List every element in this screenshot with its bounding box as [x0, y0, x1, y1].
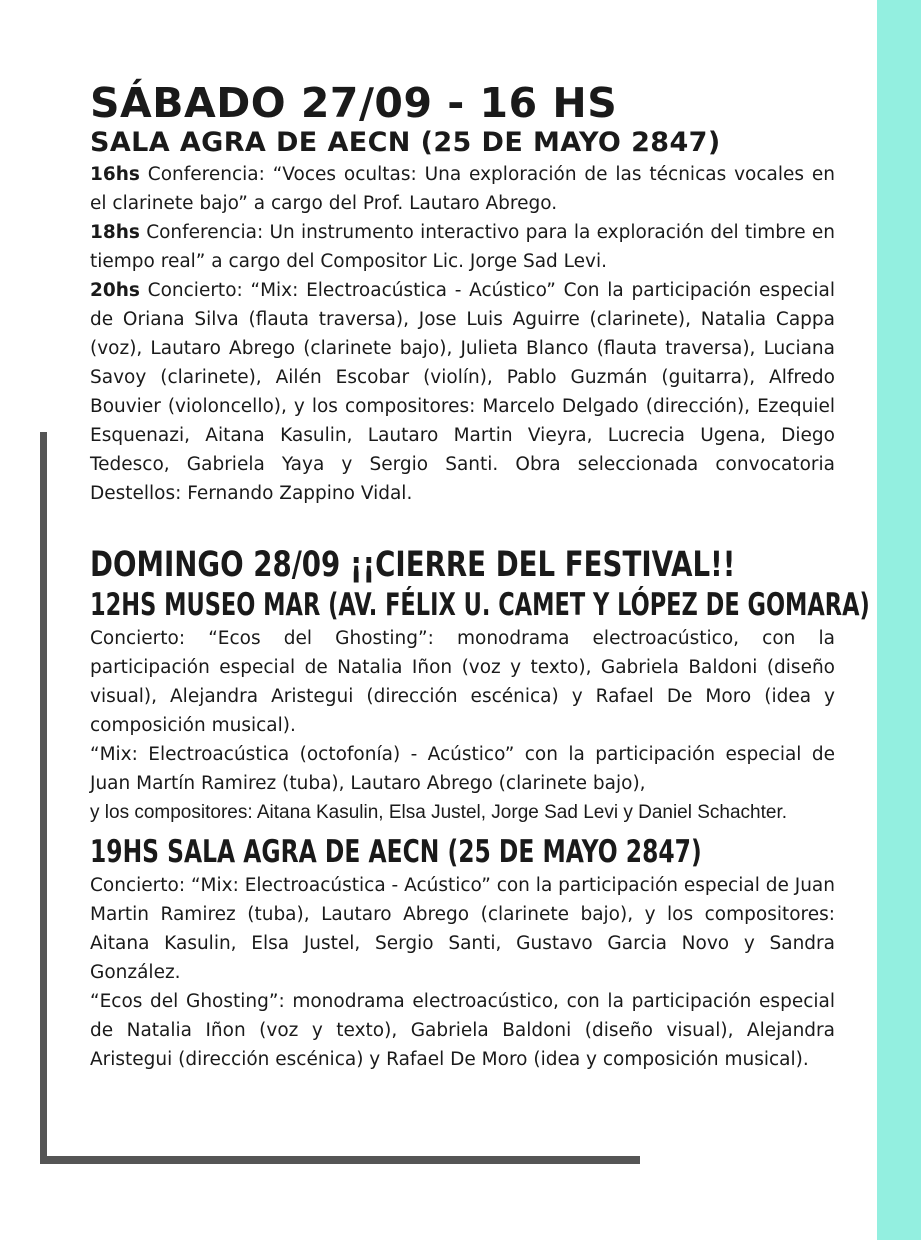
event-time: 20hs — [90, 280, 140, 301]
concert-mix-octofonia: “Mix: Electroacústica (octofonía) - Acústico” con la participación especial de Juan Martín Ramirez (tuba), Lautaro Abrego (clarinete bajo), — [90, 744, 835, 794]
concert-mix-acustico: Concierto: “Mix: Electroacústica - Acústico” con la participación especial de Juan Martin Ramirez (tuba), Lautaro Abrego (clarinete bajo), y los compositores: Aitana Kasulin, Elsa Justel, Sergio Santi, Gustavo Garcia Novo y Sandra González. — [90, 875, 835, 983]
frame-vertical-bar — [40, 432, 47, 1164]
frame-horizontal-bar — [40, 1156, 640, 1164]
concert-mix-composers: y los compositores: Aitana Kasulin, Elsa Justel, Jorge Sad Levi y Daniel Schachter. — [90, 802, 788, 823]
event-18hs — [90, 218, 835, 276]
event-description: Concierto: “Mix: Electroacústica - Acústico” Con la participación especial de Oriana Silva (flauta traversa), Jose Luis Aguirre (clarinete), Natalia Cappa (voz), Lautaro Abrego (clarinete bajo), Julieta Blanco (flauta traversa), Luciana Savoy (clarinete), Ailén Escobar (violín), Pablo Guzmán (guitarra), Alfredo Bouvier (violoncello), y los compositores: Marcelo Delgado (dirección), Ezequiel Esquenazi, Aitana Kasulin, Lautaro Martin Vieyra, Lucrecia Ugena, Diego Tedesco, Gabriela Yaya y Sergio Santi. Obra seleccionada convocatoria Destellos: Fernando Zappino Vidal. — [90, 280, 835, 504]
section-spacer — [90, 508, 835, 544]
event-16hs — [90, 160, 835, 218]
sunday-venue-19hs: 19HS SALA AGRA DE AECN (25 DE MAYO 2847) — [90, 834, 702, 870]
sunday-heading: DOMINGO 28/09 ¡¡CIERRE DEL FESTIVAL!! — [90, 545, 736, 585]
event-description: Conferencia: “Voces ocultas: Una exploración de las técnicas vocales en el clarinete bajo” a cargo del Prof. Lautaro Abrego. — [90, 164, 835, 214]
saturday-heading: SÁBADO 27/09 - 16 HS — [90, 79, 618, 127]
event-time: 18hs — [90, 222, 140, 243]
sunday-section — [90, 544, 870, 1074]
sunday-venue-12hs: 12HS MUSEO MAR (AV. FÉLIX U. CAMET Y LÓPEZ DE GOMARA) — [90, 587, 870, 623]
event-20hs — [90, 276, 835, 508]
concert-ecos-del-ghosting: Concierto: “Ecos del Ghosting”: monodrama electroacústico, con la participación especial de Natalia Iñon (voz y texto), Gabriela Baldoni (diseño visual), Alejandra Aristegui (dirección escénica) y Rafael De Moro (idea y composición musical). — [90, 628, 835, 736]
saturday-section — [90, 80, 835, 508]
concert-ecos-del-ghosting-2: “Ecos del Ghosting”: monodrama electroacústico, con la participación especial de Natalia Iñon (voz y texto), Gabriela Baldoni (diseño visual), Alejandra Aristegui (dirección escénica) y Rafael De Moro (idea y composición musical). — [90, 991, 835, 1070]
saturday-venue: SALA AGRA DE AECN (25 DE MAYO 2847) — [90, 127, 721, 158]
program-content — [90, 79, 870, 1074]
event-description: Conferencia: Un instrumento interactivo para la exploración del timbre en tiempo real” a cargo del Compositor Lic. Jorge Sad Levi. — [90, 222, 835, 272]
accent-strip — [877, 0, 921, 1240]
event-time: 16hs — [90, 164, 140, 185]
